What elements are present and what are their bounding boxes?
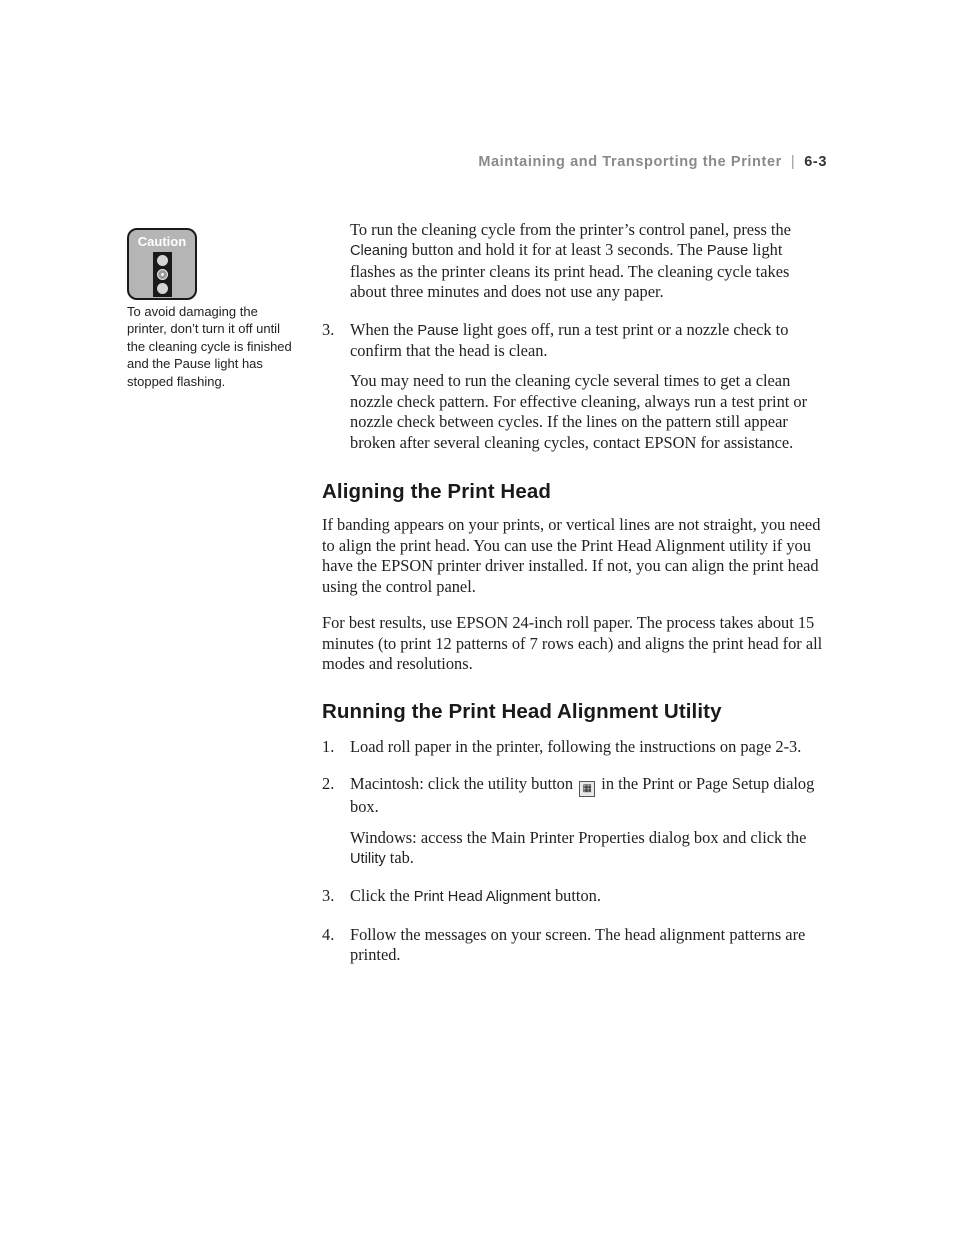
utility-step-4 [322, 925, 828, 966]
header-separator: | [790, 154, 796, 170]
step-3 [322, 320, 828, 362]
windows-text-1: Windows: access the Main Printer Properties dialog box and click the [350, 827, 807, 847]
utility-step-4-text: Follow the messages on your screen. The head alignment patterns are printed. [350, 924, 806, 965]
aligning-paragraph-1: If banding appears on your prints, or vertical lines are not straight, you need to align the print head. You can use the Print Head Alignment utility if you have the EPSON printer driver installed. If not, you can align the print head using the control panel. [322, 515, 821, 596]
traffic-light-icon [153, 252, 172, 297]
step-3-note: You may need to run the cleaning cycle several times to get a clean nozzle check pattern. For effective cleaning, always run a test print or nozzle check between cycles. If the lines on the pattern still appear broken after several cleaning cycles, contact EPSON for assistance. [350, 371, 808, 452]
utility-step-2-text-2: in the Print or Page Setup dialog box. [350, 774, 815, 817]
lamp-top-icon [157, 255, 168, 266]
print-head-alignment-button-ref: Print Head Alignment [413, 889, 551, 906]
header-title: Maintaining and Transporting the Printer [478, 154, 782, 170]
section-heading-utility: Running the Print Head Alignment Utility [322, 700, 722, 724]
utility-step-3 [322, 886, 828, 907]
caution-icon [127, 228, 197, 300]
section-heading-aligning: Aligning the Print Head [322, 480, 551, 504]
pause-light-ref: Pause [417, 322, 459, 339]
caution-text-2: light has stopped flashing. [127, 356, 263, 389]
cleaning-button-ref: Cleaning [350, 243, 408, 260]
aligning-paragraph-2: For best results, use EPSON 24-inch roll paper. The process takes about 15 minutes (to print 12 patterns of 7 rows each) and aligns the print head for all modes and resolutions. [322, 613, 823, 673]
lamp-middle-icon [157, 269, 168, 280]
intro-text-1: To run the cleaning cycle from the printer’s control panel, press the [350, 220, 791, 239]
step-number: 4. [322, 924, 335, 944]
utility-step-3-text-1: Click the [350, 886, 414, 906]
lamp-bottom-icon [157, 283, 168, 294]
utility-step-1-text: Load roll paper in the printer, following the instructions on page 2-3. [350, 736, 802, 756]
caution-note [127, 303, 297, 390]
main-content [322, 220, 828, 966]
caution-label: Caution [137, 234, 187, 249]
utility-tab-ref: Utility [350, 850, 386, 867]
utility-step-3-text-2: button. [550, 886, 601, 906]
page-number: 6-3 [804, 154, 827, 170]
step-number: 3. [322, 886, 335, 906]
running-header [478, 154, 827, 170]
utility-button-icon: ▦ [579, 781, 595, 797]
intro-text-3: light flashes as the printer cleans its print head. The cleaning cycle takes about three minutes and does not use any paper. [350, 240, 790, 302]
step-3-text-1: When the [350, 319, 418, 339]
pause-light-ref: Pause [706, 243, 749, 260]
caution-text-1: To avoid damaging the printer, don’t turn it off until the cleaning cycle is finished and the [127, 304, 292, 372]
step-3-text-2: light goes off, run a test print or a nozzle check to confirm that the head is clean. [350, 319, 789, 361]
step-number: 1. [322, 736, 335, 756]
utility-step-2-text-1: Macintosh: click the utility button [350, 774, 578, 794]
caution-pause: Pause [174, 356, 211, 372]
windows-text-2: tab. [385, 847, 414, 867]
utility-step-2 [322, 774, 828, 817]
step-number: 3. [322, 319, 335, 339]
step-number: 2. [322, 774, 335, 794]
intro-paragraph [322, 220, 828, 303]
utility-step-2-windows [322, 828, 828, 870]
utility-step-1 [322, 737, 828, 757]
intro-text-2: button and hold it for at least 3 seconds. The [407, 240, 707, 260]
